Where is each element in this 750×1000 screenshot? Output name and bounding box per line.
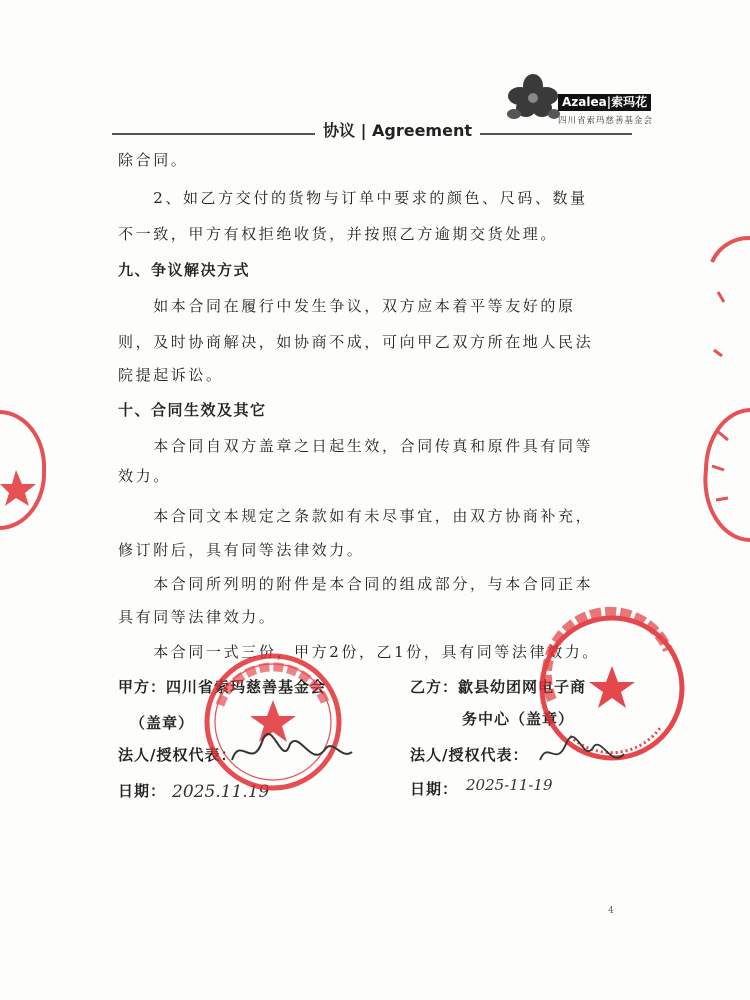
body-line: 不一致，甲方有权拒绝收货，并按照乙方逾期交货处理。	[118, 225, 559, 243]
body-line: 本合同自双方盖章之日起生效，合同传真和原件具有同等	[118, 437, 594, 455]
body-line: 除合同。	[118, 151, 189, 169]
party-b-seal	[542, 612, 682, 758]
body-line: 具有同等法律效力。	[118, 608, 277, 626]
left-seam-seal	[0, 412, 44, 528]
body-line: 效力。	[118, 467, 171, 485]
page-number: 4	[608, 906, 614, 916]
party-a-rep-label: 法人/授权代表：	[118, 746, 237, 764]
party-b-date-handwritten: 2025-11-19	[466, 776, 553, 794]
body-line: 则，及时协商解决，如协商不成，可向甲乙双方所在地人民法	[118, 333, 594, 351]
body-line: 2、如乙方交付的货物与订单中要求的颜色、尺码、数量	[118, 189, 588, 207]
party-b-signature	[540, 737, 624, 760]
party-a-signature	[232, 734, 352, 760]
party-a-name: 甲方：四川省索玛慈善基金会	[118, 678, 327, 696]
right-seam-seal-bottom	[705, 410, 750, 540]
body-line: 本合同文本规定之条款如有未尽事宜，由双方协商补充，	[118, 507, 594, 525]
party-a-date-label: 日期：	[118, 782, 167, 800]
party-b-date-label: 日期：	[410, 780, 459, 798]
logo-subtitle: 四川省索玛慈善基金会	[558, 116, 654, 126]
page-header-title: 协议 | Agreement	[315, 118, 480, 141]
body-line: 如本合同在履行中发生争议，双方应本着平等友好的原	[118, 297, 576, 315]
right-seam-seal-top	[712, 238, 750, 356]
body-line: 本合同所列明的附件是本合同的组成部分，与本合同正本	[118, 575, 594, 593]
logo-brand-text: Azalea|索玛花	[558, 94, 651, 111]
party-a-date-handwritten: 2025.11.19	[172, 782, 270, 802]
party-b-name-line2: 务中心（盖章）	[462, 710, 575, 728]
section-heading-effectiveness: 十、合同生效及其它	[118, 401, 267, 419]
body-line: 本合同一式三份，甲方2份，乙1份，具有同等法律效力。	[118, 643, 600, 661]
party-b-rep-label: 法人/授权代表：	[410, 746, 529, 764]
party-b-name-line1: 乙方：歙县幼团网电子商	[410, 678, 587, 696]
body-line: 修订附后，具有同等法律效力。	[118, 541, 365, 559]
party-a-seal	[207, 656, 339, 788]
body-line: 院提起诉讼。	[118, 366, 224, 384]
party-a-seal-note: （盖章）	[130, 714, 195, 732]
section-heading-dispute: 九、争议解决方式	[118, 261, 251, 279]
